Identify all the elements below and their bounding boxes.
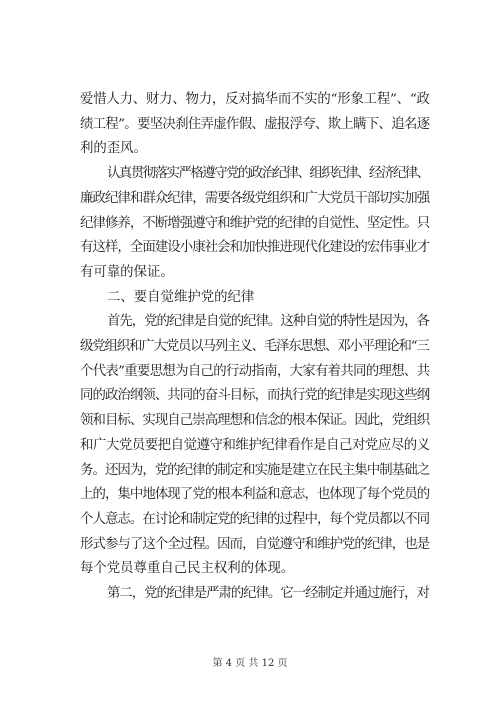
text-line: 形式参与了这个全过程。因而，自觉遵守和维护党的纪律，也是 bbox=[80, 536, 430, 552]
text-line: 绩工程”。要坚决刹住弄虚作假、虚报浮夸、欺上瞒下、追名逐 bbox=[80, 116, 430, 132]
paragraph bbox=[80, 310, 430, 582]
text-line: 第二，党的纪律是严肃的纪律。它一经制定并通过施行，对 bbox=[107, 586, 429, 602]
paragraph bbox=[80, 88, 430, 162]
text-line: 和广大党员要把自觉遵守和维护纪律看作是自己对党应尽的义 bbox=[80, 437, 430, 453]
text-line: 每个党员尊重自己民主权利的体现。 bbox=[80, 561, 295, 577]
text-line: 爱惜人力、财力、物力，反对搞华而不实的“形象工程”、“政 bbox=[80, 92, 430, 107]
text-line: 纪律修养，不断增强遵守和维护党的纪律的自觉性、坚定性。只 bbox=[80, 215, 430, 231]
text-line: 个代表”重要思想为自己的行动指南，大家有着共同的理想、共 bbox=[80, 363, 430, 379]
text-line: 同的政治纲领、共同的奋斗目标，而执行党的纪律是实现这些纲 bbox=[80, 388, 430, 404]
text-line: 二、要自觉维护党的纪律 bbox=[107, 289, 255, 305]
document-body bbox=[80, 88, 430, 607]
paragraph bbox=[80, 582, 430, 607]
section-heading bbox=[80, 286, 430, 311]
text-line: 级党组织和广大党员以马列主义、毛泽东思想、邓小平理论和“三 bbox=[80, 339, 429, 355]
text-line: 上的，集中地体现了党的根本利益和意志，也体现了每个党员的 bbox=[80, 487, 430, 503]
page-footer: 第 4 页 共 12 页 bbox=[212, 658, 288, 669]
text-line: 务。还因为，党的纪律的制定和实施是建立在民主集中制基础之 bbox=[80, 462, 430, 478]
text-line: 利的歪风。 bbox=[80, 141, 147, 157]
text-line: 认真贯彻落实严格遵守党的政治纪律、组织纪律、经济纪律、 bbox=[107, 166, 429, 182]
paragraph bbox=[80, 162, 430, 286]
text-line: 领和目标、实现自己崇高理想和信念的根本保证。因此，党组织 bbox=[80, 413, 430, 429]
text-line: 有可靠的保证。 bbox=[80, 264, 174, 280]
text-line: 个人意志。在讨论和制定党的纪律的过程中，每个党员都以不同 bbox=[80, 511, 430, 527]
text-line: 廉政纪律和群众纪律，需要各级党组织和广大党员干部切实加强 bbox=[80, 190, 430, 206]
text-line: 首先，党的纪律是自觉的纪律。这种自觉的特性是因为，各 bbox=[107, 314, 429, 330]
text-line: 有这样，全面建设小康社会和加快推进现代化建设的宏伟事业才 bbox=[80, 240, 430, 256]
